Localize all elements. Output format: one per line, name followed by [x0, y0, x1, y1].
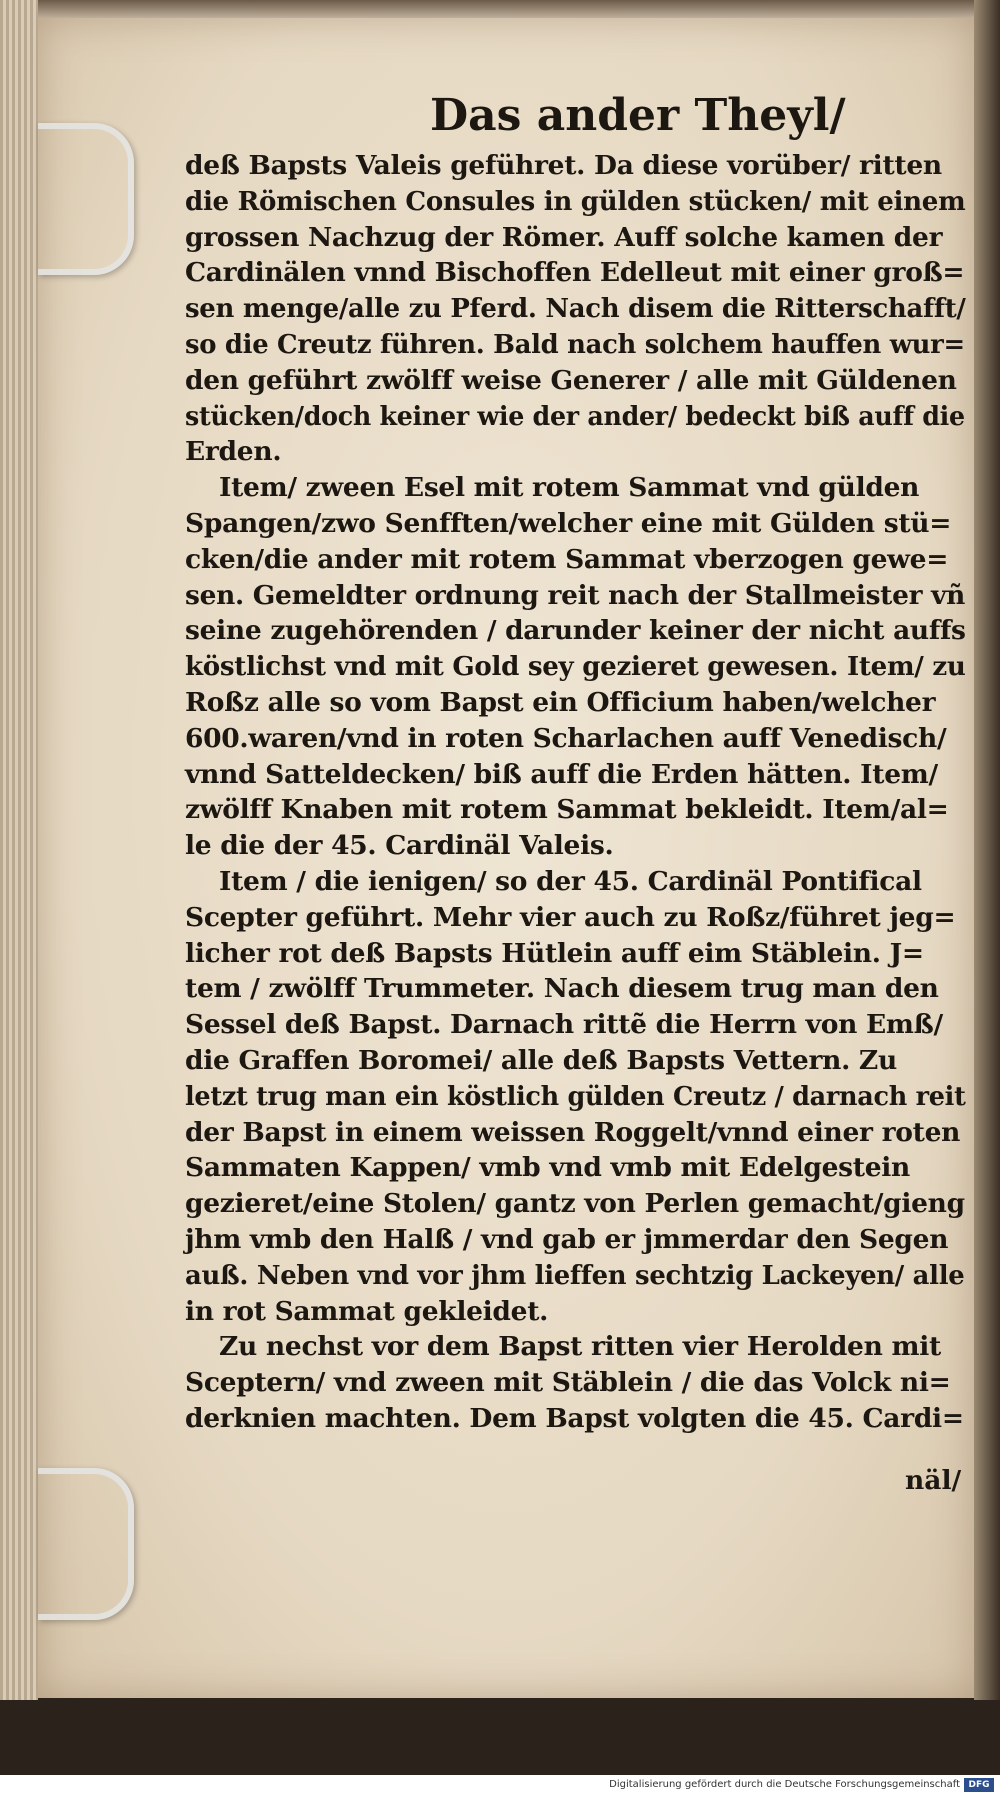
text-line: cken/die ander mit rotem Sammat vberzogen gewe=	[185, 543, 949, 575]
text-line: der Bapst in einem weissen Roggelt/vnnd einer roten	[185, 1116, 961, 1148]
text-line: sen. Gemeldter ordnung reit nach der Stallmeister vñ	[185, 579, 966, 611]
text-line: die Römischen Consules in gülden stücken/ mit einem	[185, 185, 966, 217]
text-line: tem / zwölff Trummeter. Nach diesem trug man den	[185, 973, 939, 1005]
text-line: letzt trug man ein köstlich gülden Creutz / darnach reit	[185, 1080, 966, 1112]
text-line: den geführt zwölff weise Generer / alle mit Güldenen	[185, 364, 957, 396]
text-line: Sessel deß Bapst. Darnach rittẽ die Herrn von Emß/	[185, 1009, 943, 1041]
text-line: zwölff Knaben mit rotem Sammat bekleidt. Item/al=	[185, 794, 949, 826]
page-clip-bottom	[38, 1468, 134, 1620]
text-line: Cardinälen vnnd Bischoffen Edelleut mit einer groß=	[185, 257, 965, 289]
text-line: so die Creutz führen. Bald nach solchem hauffen wur=	[185, 328, 965, 360]
text-line: Item/ zween Esel mit rotem Sammat vnd gülden	[219, 472, 920, 504]
text-line: Spangen/zwo Senfften/welcher eine mit Gülden stü=	[185, 507, 952, 539]
text-line: köstlichst vnd mit Gold sey gezieret gewesen. Item/ zu	[185, 651, 966, 683]
text-line: Scepter geführt. Mehr vier auch zu Roßz/führet jeg=	[185, 901, 956, 933]
text-line: Roßz alle so vom Bapst ein Officium haben/welcher	[185, 686, 936, 718]
text-line: Zu nechst vor dem Bapst ritten vier Herolden mit	[219, 1331, 941, 1363]
footer-credit: Digitalisierung gefördert durch die Deutsche Forschungsgemeinschaft	[609, 1779, 960, 1790]
text-line: Erden.	[185, 436, 282, 468]
text-line: seine zugehörenden / darunder keiner der nicht auffs	[185, 615, 966, 647]
text-line: le die der 45. Cardinäl Valeis.	[185, 830, 614, 862]
text-line: gezieret/eine Stolen/ gantz von Perlen gemacht/gieng	[185, 1188, 965, 1220]
text-line: auß. Neben vnd vor jhm lieffen sechtzig Lackeyen/ alle	[185, 1259, 965, 1291]
text-line: jhm vmb den Halß / vnd gab er jmmerdar den Segen	[185, 1223, 949, 1255]
text-line: Sceptern/ vnd zween mit Stäblein / die das Volck ni=	[185, 1367, 951, 1399]
running-title: Das ander Theyl/	[430, 90, 846, 141]
text-line: die Graffen Boromei/ alle deß Bapsts Vettern. Zu	[185, 1044, 897, 1076]
text-line: Item / die ienigen/ so der 45. Cardinäl Pontifical	[219, 865, 922, 897]
text-line: vnnd Satteldecken/ biß auff die Erden hätten. Item/	[185, 758, 938, 790]
dfg-logo: DFG	[964, 1778, 994, 1792]
text-line: stücken/doch keiner wie der ander/ bedeckt biß auff die	[185, 400, 965, 432]
catchword: näl/	[905, 1465, 962, 1496]
text-line: 600.waren/vnd in roten Scharlachen auff Venedisch/	[185, 722, 947, 754]
text-line: Sammaten Kappen/ vmb vnd vmb mit Edelgestein	[185, 1152, 911, 1184]
text-line: grossen Nachzug der Römer. Auff solche kamen der	[185, 221, 943, 253]
text-line: in rot Sammat gekleidet.	[185, 1295, 549, 1327]
text-line: sen menge/alle zu Pferd. Nach disem die Ritterschafft/	[185, 293, 966, 325]
text-line: licher rot deß Bapsts Hütlein auff eim Stäblein. J=	[185, 937, 924, 969]
text-line: derknien machten. Dem Bapst volgten die 45. Cardi=	[185, 1402, 964, 1434]
book-page-edges	[0, 0, 38, 1700]
text-line: deß Bapsts Valeis geführet. Da diese vorüber/ ritten	[185, 150, 942, 181]
page-clip-top	[38, 123, 134, 275]
page-text-block	[185, 148, 965, 1437]
book-right-edge	[974, 0, 1000, 1700]
